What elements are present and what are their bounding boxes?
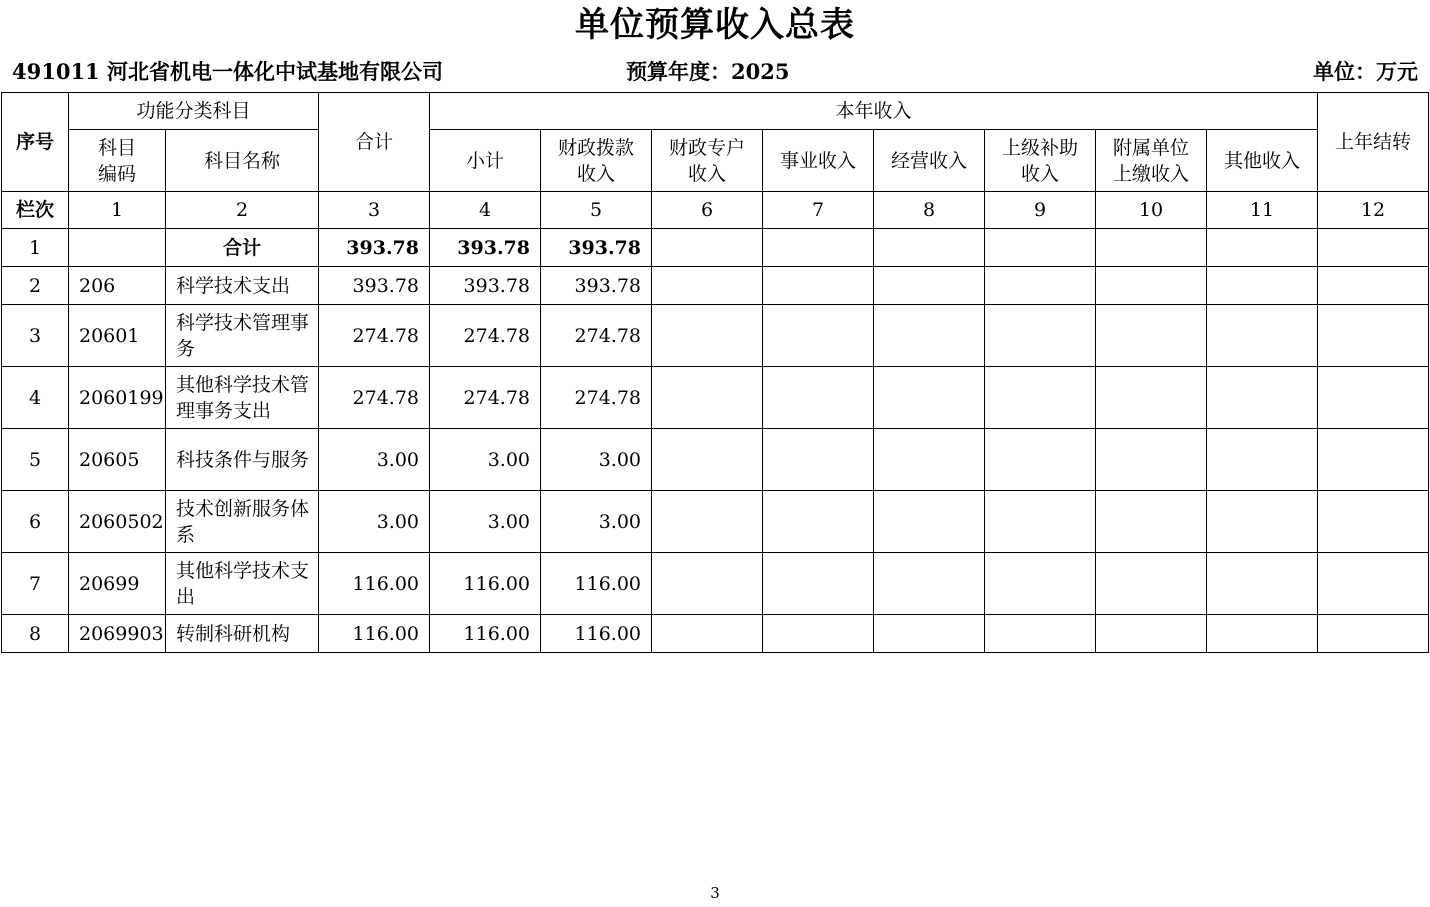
row-seq: 7 bbox=[2, 553, 69, 615]
row-total: 393.78 bbox=[319, 229, 430, 267]
row-name: 技术创新服务体系 bbox=[166, 491, 319, 553]
budget-year-label: 预算年度：2025 bbox=[626, 59, 790, 84]
table-row bbox=[2, 429, 1429, 491]
row-empty-cell bbox=[763, 367, 874, 429]
row-seq: 2 bbox=[2, 267, 69, 305]
row-empty-cell bbox=[874, 615, 985, 653]
row-subtotal: 274.78 bbox=[430, 305, 541, 367]
row-empty-cell bbox=[874, 553, 985, 615]
row-empty-cell bbox=[763, 491, 874, 553]
row-empty-cell bbox=[985, 553, 1096, 615]
row-empty-cell bbox=[652, 367, 763, 429]
col-seq-header: 序号 bbox=[2, 93, 69, 192]
row-total: 274.78 bbox=[319, 367, 430, 429]
row-empty-cell bbox=[874, 229, 985, 267]
row-empty-cell bbox=[652, 615, 763, 653]
row-subtotal: 393.78 bbox=[430, 267, 541, 305]
table-body bbox=[2, 229, 1429, 653]
col-fiscal-special-header: 财政专户收入 bbox=[652, 130, 763, 192]
col-number: 2 bbox=[166, 192, 319, 229]
row-total: 3.00 bbox=[319, 429, 430, 491]
row-empty-cell bbox=[1096, 229, 1207, 267]
row-empty-cell bbox=[985, 429, 1096, 491]
col-number: 9 bbox=[985, 192, 1096, 229]
row-empty-cell bbox=[1096, 367, 1207, 429]
row-fiscal: 393.78 bbox=[541, 267, 652, 305]
row-total: 3.00 bbox=[319, 491, 430, 553]
row-empty-cell bbox=[1096, 429, 1207, 491]
table-row bbox=[2, 305, 1429, 367]
row-code: 20601 bbox=[69, 305, 166, 367]
col-number: 10 bbox=[1096, 192, 1207, 229]
row-empty-cell bbox=[652, 491, 763, 553]
row-empty-cell bbox=[652, 429, 763, 491]
row-code: 2069903 bbox=[69, 615, 166, 653]
row-seq: 4 bbox=[2, 367, 69, 429]
row-total: 274.78 bbox=[319, 305, 430, 367]
row-empty-cell bbox=[874, 267, 985, 305]
row-empty-cell bbox=[652, 267, 763, 305]
row-empty-cell bbox=[1318, 267, 1429, 305]
row-name: 转制科研机构 bbox=[166, 615, 319, 653]
page-title: 单位预算收入总表 bbox=[575, 5, 855, 45]
row-empty-cell bbox=[985, 267, 1096, 305]
budget-income-table bbox=[1, 92, 1429, 653]
row-empty-cell bbox=[763, 229, 874, 267]
row-empty-cell bbox=[763, 429, 874, 491]
row-empty-cell bbox=[1207, 267, 1318, 305]
row-empty-cell bbox=[1207, 429, 1318, 491]
row-empty-cell bbox=[1207, 553, 1318, 615]
col-number: 11 bbox=[1207, 192, 1318, 229]
row-empty-cell bbox=[1207, 305, 1318, 367]
row-empty-cell bbox=[1207, 491, 1318, 553]
row-subtotal: 274.78 bbox=[430, 367, 541, 429]
row-seq: 5 bbox=[2, 429, 69, 491]
col-number: 12 bbox=[1318, 192, 1429, 229]
row-empty-cell bbox=[763, 615, 874, 653]
row-empty-cell bbox=[1207, 615, 1318, 653]
col-total-header: 合计 bbox=[319, 93, 430, 192]
row-code: 2060502 bbox=[69, 491, 166, 553]
col-affiliated-header: 附属单位上缴收入 bbox=[1096, 130, 1207, 192]
row-fiscal: 274.78 bbox=[541, 305, 652, 367]
col-subtotal-header: 小计 bbox=[430, 130, 541, 192]
row-empty-cell bbox=[1096, 491, 1207, 553]
row-empty-cell bbox=[1318, 615, 1429, 653]
col-current-group-header: 本年收入 bbox=[430, 93, 1318, 130]
row-empty-cell bbox=[652, 305, 763, 367]
col-func-group-header: 功能分类科目 bbox=[69, 93, 319, 130]
row-total: 393.78 bbox=[319, 267, 430, 305]
row-name: 其他科学技术管理事务支出 bbox=[166, 367, 319, 429]
col-name-header: 科目名称 bbox=[166, 130, 319, 192]
row-name: 科学技术管理事务 bbox=[166, 305, 319, 367]
row-empty-cell bbox=[985, 491, 1096, 553]
col-number: 5 bbox=[541, 192, 652, 229]
row-empty-cell bbox=[874, 429, 985, 491]
table-row bbox=[2, 553, 1429, 615]
row-empty-cell bbox=[1318, 305, 1429, 367]
row-empty-cell bbox=[1096, 615, 1207, 653]
table-row bbox=[2, 491, 1429, 553]
row-empty-cell bbox=[1096, 553, 1207, 615]
col-number-label: 栏次 bbox=[2, 192, 69, 229]
col-number: 6 bbox=[652, 192, 763, 229]
col-business-header: 事业收入 bbox=[763, 130, 874, 192]
row-empty-cell bbox=[874, 305, 985, 367]
row-subtotal: 116.00 bbox=[430, 553, 541, 615]
row-seq: 3 bbox=[2, 305, 69, 367]
row-empty-cell bbox=[985, 367, 1096, 429]
row-fiscal: 274.78 bbox=[541, 367, 652, 429]
row-empty-cell bbox=[874, 491, 985, 553]
row-empty-cell bbox=[874, 367, 985, 429]
row-empty-cell bbox=[985, 305, 1096, 367]
row-code: 206 bbox=[69, 267, 166, 305]
row-empty-cell bbox=[1318, 429, 1429, 491]
row-fiscal: 393.78 bbox=[541, 229, 652, 267]
row-seq: 1 bbox=[2, 229, 69, 267]
row-empty-cell bbox=[1096, 305, 1207, 367]
row-seq: 6 bbox=[2, 491, 69, 553]
col-number: 1 bbox=[69, 192, 166, 229]
row-subtotal: 3.00 bbox=[430, 491, 541, 553]
col-carryover-header: 上年结转 bbox=[1318, 93, 1429, 192]
col-number: 7 bbox=[763, 192, 874, 229]
row-total: 116.00 bbox=[319, 615, 430, 653]
page-number: 3 bbox=[710, 884, 720, 902]
unit-label: 单位：万元 bbox=[1313, 59, 1418, 84]
row-empty-cell bbox=[763, 267, 874, 305]
row-subtotal: 116.00 bbox=[430, 615, 541, 653]
row-empty-cell bbox=[1318, 491, 1429, 553]
row-empty-cell bbox=[1096, 267, 1207, 305]
row-code: 20699 bbox=[69, 553, 166, 615]
row-fiscal: 3.00 bbox=[541, 491, 652, 553]
row-subtotal: 393.78 bbox=[430, 229, 541, 267]
row-empty-cell bbox=[1207, 367, 1318, 429]
row-empty-cell bbox=[985, 229, 1096, 267]
row-fiscal: 116.00 bbox=[541, 615, 652, 653]
col-number: 4 bbox=[430, 192, 541, 229]
table-row bbox=[2, 615, 1429, 653]
col-fiscal-header: 财政拨款收入 bbox=[541, 130, 652, 192]
row-fiscal: 116.00 bbox=[541, 553, 652, 615]
row-empty-cell bbox=[1318, 553, 1429, 615]
row-empty-cell bbox=[1318, 367, 1429, 429]
row-seq: 8 bbox=[2, 615, 69, 653]
col-number: 8 bbox=[874, 192, 985, 229]
row-name: 科技条件与服务 bbox=[166, 429, 319, 491]
row-name: 科学技术支出 bbox=[166, 267, 319, 305]
table-row bbox=[2, 229, 1429, 267]
row-empty-cell bbox=[1318, 229, 1429, 267]
col-operating-header: 经营收入 bbox=[874, 130, 985, 192]
organization-label: 491011 河北省机电一体化中试基地有限公司 bbox=[12, 59, 443, 84]
row-empty-cell bbox=[1207, 229, 1318, 267]
col-superior-subsidy-header: 上级补助收入 bbox=[985, 130, 1096, 192]
row-name: 其他科学技术支出 bbox=[166, 553, 319, 615]
col-code-header: 科目编码 bbox=[69, 130, 166, 192]
row-name: 合计 bbox=[166, 229, 319, 267]
row-empty-cell bbox=[652, 553, 763, 615]
row-empty-cell bbox=[985, 615, 1096, 653]
row-code: 20605 bbox=[69, 429, 166, 491]
row-code: 2060199 bbox=[69, 367, 166, 429]
row-empty-cell bbox=[763, 553, 874, 615]
col-other-header: 其他收入 bbox=[1207, 130, 1318, 192]
table-row bbox=[2, 267, 1429, 305]
row-fiscal: 3.00 bbox=[541, 429, 652, 491]
row-subtotal: 3.00 bbox=[430, 429, 541, 491]
column-number-row bbox=[2, 192, 1429, 229]
row-empty-cell bbox=[652, 229, 763, 267]
table-row bbox=[2, 367, 1429, 429]
row-total: 116.00 bbox=[319, 553, 430, 615]
col-number: 3 bbox=[319, 192, 430, 229]
row-code bbox=[69, 229, 166, 267]
row-empty-cell bbox=[763, 305, 874, 367]
